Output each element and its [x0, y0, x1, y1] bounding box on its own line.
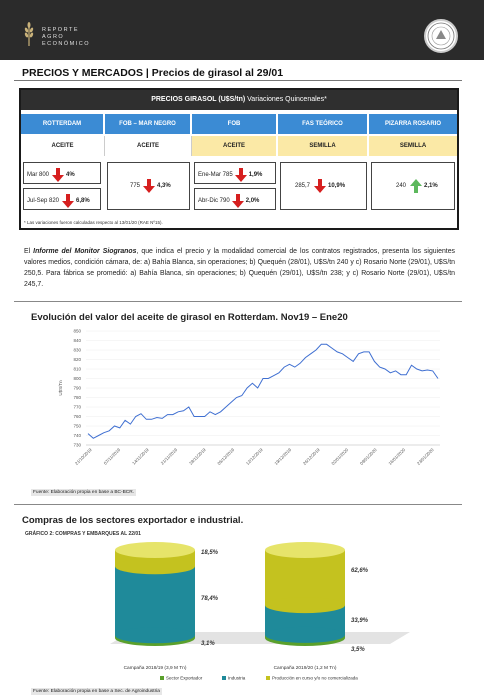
col-header-fob: FOB [192, 114, 278, 134]
page-title: PRECIOS Y MERCADOS | Precios de girasol al 29/01 [22, 67, 284, 79]
down-arrow-icon [235, 168, 247, 182]
price-series-line [88, 344, 438, 438]
down-arrow-icon [232, 194, 244, 208]
legend-label: Producción en curso y/o no comercializada [272, 675, 358, 681]
x-tick-label: 21/10/2019 [73, 447, 93, 466]
cylinder-segment [115, 566, 195, 635]
segment-pct-label: 3,1% [201, 641, 215, 647]
y-tick-label: 730 [73, 442, 81, 448]
fas-teorico-label: 285,7 [295, 183, 311, 189]
y-tick-label: 820 [73, 357, 81, 362]
fob-mar-negro-pct: 4,3% [157, 183, 171, 189]
col-header-pizarra-rosario: PIZARRA ROSARIO [369, 114, 457, 134]
product-pizarra: SEMILLA [369, 136, 457, 156]
y-tick-label: 780 [73, 395, 81, 400]
legend-label: Industria [228, 675, 246, 681]
x-tick-label: 09/01/2020 [358, 447, 378, 466]
y-tick-label: 790 [73, 385, 81, 391]
fob-pct-1: 1,9% [248, 172, 263, 178]
y-tick-label: 760 [73, 414, 81, 419]
line-chart-source: Fuente: Elaboración propia en base a BC-BCR. [33, 490, 135, 495]
x-tick-label: 02/01/2020 [330, 447, 350, 466]
down-arrow-icon [143, 179, 155, 193]
y-axis-label: U$S/Tn [58, 380, 63, 396]
down-arrow-icon [52, 168, 64, 182]
fob-cell-2 [194, 188, 276, 210]
table-title: PRECIOS GIRASOL (U$S/tn) [151, 96, 246, 103]
monitor-paragraph: El Informe del Monitor Siogranos, que indica el precio y la modalidad comercial de los contratos registrados, presenta los siguientes valores medios, condición cámara, de: a) Bahía Blanca, sin operaciones; b) Quequén (28/01), U$S/tn 240 y c) Rosario Norte (29/01), U$S/tn 250,5. Para fábrica se promedió: a) Bahía Blanca, sin operaciones; b) Quequén (29/01), U$S/tn 238; y c) Rosario Norte (29/01), U$S/tn 245,7. [24, 248, 455, 288]
divider [14, 80, 462, 81]
chart2-subtitle: GRÁFICO 2: COMPRAS Y EMBARQUES AL 22/01 [25, 531, 141, 537]
segment-pct-label: 78,4% [201, 596, 219, 602]
x-tick-label: 28/11/2019 [188, 447, 207, 466]
fas-teorico-cell [280, 162, 367, 210]
report-header [0, 0, 484, 60]
segment-pct-label: 18,5% [201, 550, 219, 556]
rotterdam-pct-2: 6,8% [76, 198, 90, 204]
x-tick-label: 23/01/2020 [415, 447, 435, 466]
x-tick-label: 21/11/2019 [159, 447, 179, 466]
campaign-label: Campaña 2019/20 (1,2 M Tn) [273, 666, 337, 671]
y-tick-label: 850 [73, 328, 81, 334]
y-tick-label: 810 [73, 366, 81, 372]
cylinder-segment-base [115, 627, 195, 643]
rotterdam-label-2: Jul-Sep 820 [27, 198, 60, 204]
x-tick-label: 16/01/2020 [387, 447, 407, 466]
product-rotterdam: ACEITE [21, 136, 105, 156]
cylinder-segment-base [265, 627, 345, 643]
legend-swatch [160, 676, 164, 680]
cylinder-segment-base [115, 558, 195, 574]
legend-swatch [222, 676, 226, 680]
y-tick-label: 750 [73, 423, 81, 429]
brand-name: REPORTE AGRO ECONÓMICO [42, 27, 91, 47]
x-tick-label: 19/12/2019 [273, 447, 293, 466]
segment-pct-label: 62,6% [351, 568, 369, 574]
product-fob: ACEITE [192, 136, 278, 156]
col-header-fas-teorico: FAS TEÓRICO [278, 114, 369, 134]
cylinder-segment [265, 550, 345, 605]
fas-teorico-pct: 10,9% [328, 183, 346, 189]
divider [14, 504, 462, 505]
y-tick-label: 770 [73, 404, 81, 410]
segment-pct-label: 3,5% [351, 647, 365, 653]
y-tick-label: 830 [73, 347, 81, 353]
pizarra-label: 240 [396, 183, 407, 189]
fob-label-1: Ene-Mar 785 [198, 172, 233, 178]
product-fob-mar-negro: ACEITE [105, 136, 192, 156]
fob-mar-negro-cell [107, 162, 190, 210]
col-header-fob-mar-negro: FOB – MAR NEGRO [105, 114, 192, 134]
campaign-label: Campaña 2018/19 (3,9 M Tn) [123, 666, 187, 671]
fob-cell-1 [194, 162, 276, 184]
rotterdam-line-chart [52, 325, 452, 475]
pizarra-cell [371, 162, 455, 210]
table-title-band [21, 90, 457, 112]
fob-pct-2: 2,0% [245, 198, 260, 204]
purchases-cylinder-chart [110, 540, 410, 690]
legend-label: Sector Exportador [166, 675, 203, 681]
fob-label-2: Abr-Dic 790 [198, 198, 230, 204]
table-title-suffix: Variaciones Quincenales* [245, 96, 327, 103]
institution-seal-icon [424, 19, 458, 53]
pizarra-pct: 2,1% [424, 183, 438, 189]
down-arrow-icon [314, 179, 326, 193]
x-tick-label: 12/12/2019 [244, 447, 264, 466]
cylinder-top [115, 542, 195, 558]
cylinder-top [265, 542, 345, 558]
y-tick-label: 740 [73, 433, 81, 438]
y-tick-label: 840 [73, 338, 81, 343]
y-tick-label: 800 [73, 376, 81, 381]
x-tick-label: 14/11/2019 [131, 447, 150, 466]
purchases-section-title: Compras de los sectores exportador e industrial. [22, 515, 244, 526]
down-arrow-icon [62, 194, 74, 208]
divider [14, 301, 462, 302]
col-header-rotterdam: ROTTERDAM [21, 114, 105, 134]
table-footnote: * Las variaciones fueron calculadas respecto al 13/01/20 (RAE Nº15). [24, 220, 163, 225]
fob-mar-negro-label: 775 [130, 183, 141, 189]
rotterdam-cell-2 [23, 188, 101, 210]
up-arrow-icon [410, 179, 422, 193]
purchases-source: Fuente: Elaboración propia en base a Sec. de Agroindustria [33, 689, 160, 694]
report-name: Informe del Monitor Siogranos [33, 248, 137, 255]
price-table [19, 88, 459, 230]
cylinder-segment-base [265, 597, 345, 613]
x-tick-label: 26/12/2019 [301, 447, 321, 466]
product-fas-teorico: SEMILLA [278, 136, 369, 156]
legend-swatch [266, 676, 270, 680]
line-chart-title: Evolución del valor del aceite de girasol en Rotterdam. Nov19 – Ene20 [31, 312, 348, 323]
rotterdam-pct-1: 4% [66, 172, 75, 178]
rotterdam-label-1: Mar 800 [27, 172, 50, 178]
wheat-logo-icon [22, 22, 36, 46]
x-tick-label: 07/11/2019 [102, 447, 122, 466]
x-tick-label: 05/12/2019 [216, 447, 236, 466]
rotterdam-cell-1 [23, 162, 101, 184]
segment-pct-label: 33,9% [351, 618, 369, 624]
